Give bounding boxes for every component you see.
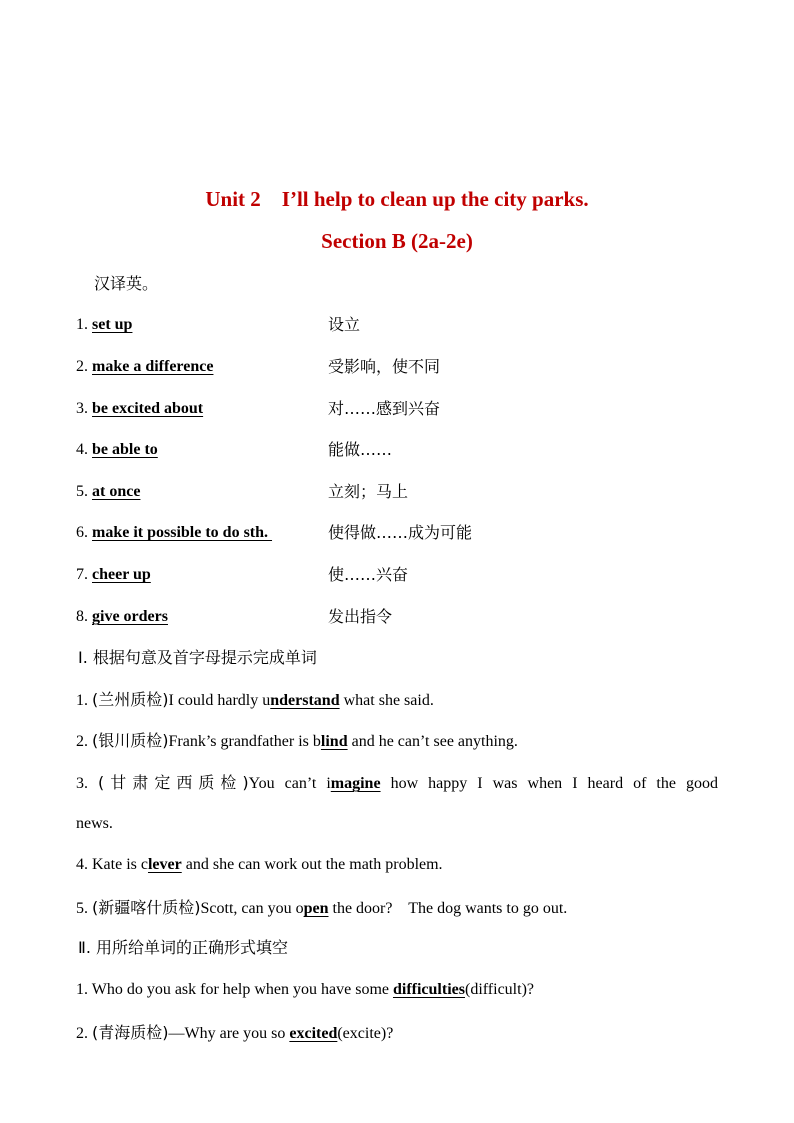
- vocab-item-4: 4. be able to: [76, 441, 158, 458]
- vocab-meaning: 使……兴奋: [328, 565, 409, 584]
- vocab-meaning: 设立: [328, 315, 361, 334]
- vocab-item-1: 1. set up: [76, 316, 133, 333]
- answer-blank: lever: [147, 856, 182, 873]
- vocab-item-7: 7. cheer up: [76, 566, 151, 583]
- vocab-answer: at once: [92, 483, 141, 500]
- section-title: Section B (2a-2e): [321, 229, 473, 253]
- vocab-item-5: 5. at once: [76, 483, 141, 500]
- section-1-question-3: 3. (甘肃定西质检)You can’t imagine how happy I was when I heard of the good: [76, 773, 719, 792]
- section-1-question-3-continuation: news.: [76, 815, 113, 832]
- section-1-question-1: 1. (兰州质检)I could hardly understand what she said.: [76, 690, 434, 709]
- vocab-answer: give orders: [92, 608, 168, 625]
- vocab-answer: be able to: [92, 441, 158, 458]
- section-1-question-4: 4. Kate is clever and she can work out the math problem.: [76, 856, 443, 873]
- vocab-answer: cheer up: [92, 566, 151, 583]
- answer-blank: pen: [303, 900, 329, 917]
- section-1-heading: Ⅰ. 根据句意及首字母提示完成单词: [78, 648, 317, 667]
- vocab-answer: set up: [92, 316, 133, 333]
- section-1-question-5: 5. (新疆喀什质检)Scott, can you open the door? The dog wants to go out.: [76, 898, 568, 917]
- answer-blank: nderstand: [270, 692, 340, 709]
- vocab-item-2: 2. make a difference: [76, 358, 214, 375]
- section-1-question-2: 2. (银川质检)Frank’s grandfather is blind and he can’t see anything.: [76, 731, 518, 750]
- answer-blank: magine: [330, 775, 381, 792]
- answer-blank: excited: [289, 1025, 338, 1042]
- unit-title: Unit 2 I’ll help to clean up the city parks.: [205, 187, 589, 211]
- vocab-meaning: 能做……: [328, 440, 393, 459]
- vocab-meaning: 发出指令: [328, 607, 393, 626]
- vocab-answer: make it possible to do sth.: [92, 524, 273, 541]
- vocab-meaning: 对……感到兴奋: [328, 399, 441, 418]
- vocab-item-8: 8. give orders: [76, 608, 168, 625]
- vocab-item-3: 3. be excited about: [76, 400, 204, 417]
- answer-blank: difficulties: [392, 981, 465, 998]
- vocab-instruction: 汉译英。: [94, 274, 159, 293]
- vocab-meaning: 受影响，使不同: [328, 357, 441, 376]
- section-2-heading: Ⅱ. 用所给单词的正确形式填空: [78, 938, 289, 957]
- vocab-item-6: 6. make it possible to do sth.: [76, 524, 273, 541]
- vocab-answer: make a difference: [92, 358, 214, 375]
- section-2-question-1: 1. Who do you ask for help when you have some difficulties(difficult)?: [76, 981, 534, 998]
- vocab-meaning: 立刻；马上: [328, 482, 409, 501]
- section-2-question-2: 2. (青海质检)—Why are you so excited(excite)?: [76, 1023, 394, 1042]
- answer-blank: lind: [320, 733, 348, 750]
- vocab-answer: be excited about: [92, 400, 204, 417]
- vocab-meaning: 使得做……成为可能: [328, 523, 473, 542]
